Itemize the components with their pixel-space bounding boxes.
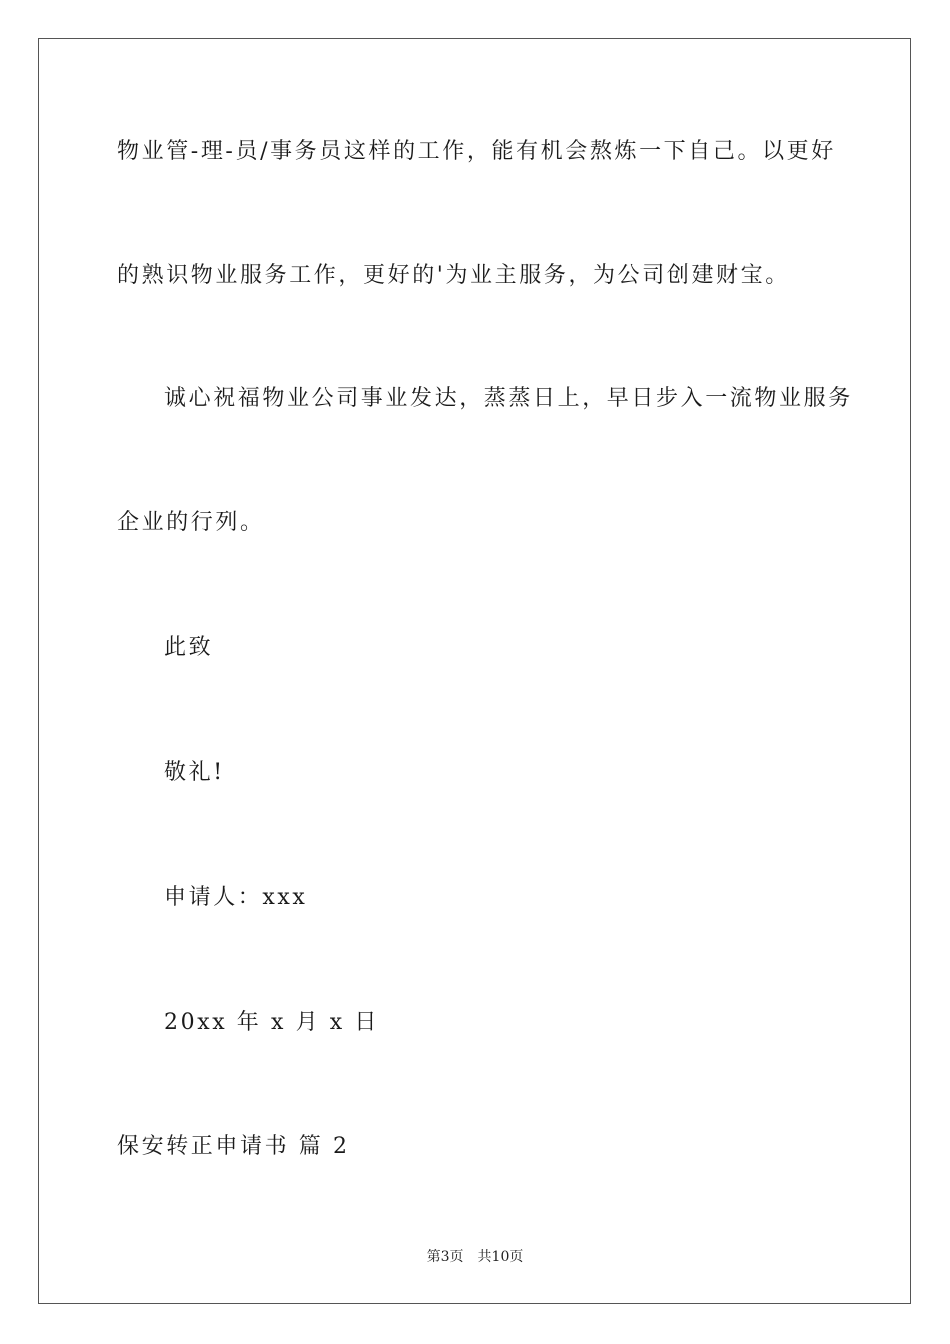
paragraph-line-4: 企业的行列。 (117, 510, 265, 535)
regards-line: 敬礼! (164, 760, 225, 785)
date-line: 20xx 年 x 月 x 日 (164, 1010, 379, 1035)
page-footer (0, 1246, 950, 1266)
page-border (38, 38, 911, 1304)
paragraph-line-3: 诚心祝福物业公司事业发达，蒸蒸日上，早日步入一流物业服务 (164, 386, 853, 411)
salutation-line: 此致 (164, 635, 214, 660)
applicant-line: 申请人：xxx (164, 885, 308, 910)
paragraph-line-2: 的熟识物业服务工作，更好的'为业主服务，为公司创建财宝。 (117, 263, 790, 288)
page-number: 第3页 (426, 1249, 464, 1265)
section-heading: 保安转正申请书 篇 2 (117, 1134, 350, 1159)
page-total: 共10页 (477, 1249, 524, 1265)
paragraph-line-1: 物业管-理-员/事务员这样的工作，能有机会熬炼一下自己。以更好 (117, 139, 836, 164)
